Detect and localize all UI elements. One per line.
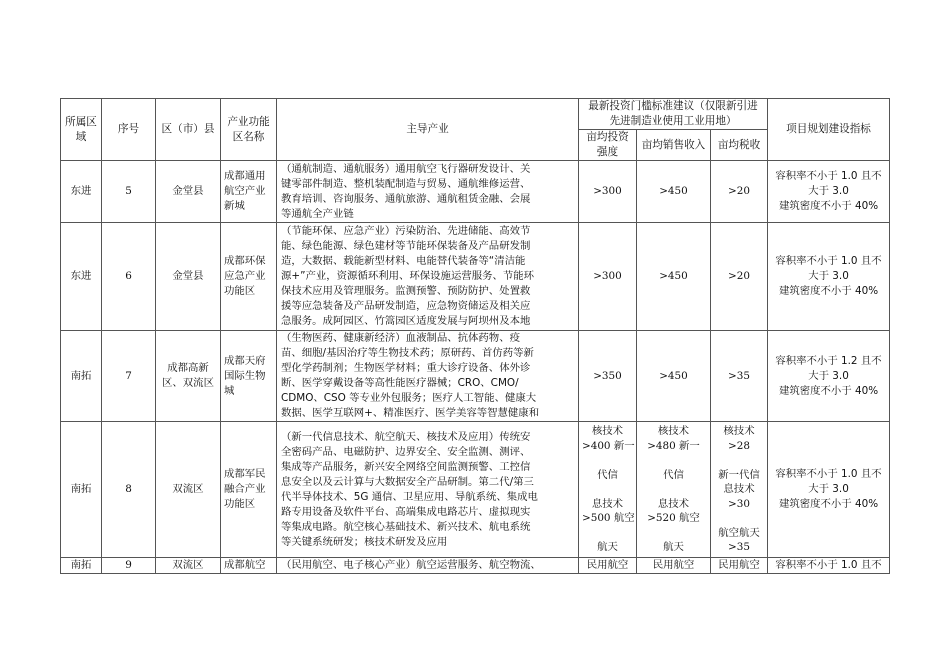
- investment-line: 航天: [597, 541, 618, 554]
- industry-line: 断、医学穿戴设备等高性能医疗器械；CRO、CMO/: [281, 377, 519, 389]
- investment-cell: >350: [579, 331, 637, 422]
- seq-cell: 8: [102, 422, 156, 558]
- tax-cell: [711, 422, 768, 558]
- header-tax-revenue: 亩均税收: [711, 130, 768, 161]
- district-cell: 双流区: [156, 422, 221, 558]
- investment-cell: [579, 422, 637, 558]
- indicator-line: 建筑密度不小于 40%: [778, 285, 879, 297]
- tax-cell: >20: [711, 161, 768, 223]
- district-cell: 金堂县: [156, 161, 221, 223]
- sales-cell: >450: [637, 161, 711, 223]
- table-row: [61, 422, 890, 558]
- seq-cell: 7: [102, 331, 156, 422]
- zone-cell: 成都天府国际生物城: [221, 331, 277, 422]
- indicator-line: 容积率不小于 1.2 且不: [775, 354, 882, 367]
- region-cell: 南拓: [61, 331, 102, 422]
- sales-line: 代信: [663, 468, 684, 481]
- zone-cell: 成都航空: [221, 558, 277, 574]
- seq-cell: 5: [102, 161, 156, 223]
- industry-line: 教育培训、咨询服务、通航旅游、通航租赁金融、会展: [281, 192, 531, 205]
- district-cell: 双流区: [156, 558, 221, 574]
- sales-line: >520 航空: [647, 512, 700, 525]
- indicator-line: 建筑密度不小于 40%: [778, 200, 879, 212]
- industry-line: （通航制造、通航服务）通用航空飞行器研发设计、关: [281, 162, 531, 175]
- industry-line: CDMO、CSO 等专业外包服务；医疗人工智能、健康大: [281, 392, 537, 404]
- zone-cell: 成都军民融合产业功能区: [221, 422, 277, 558]
- investment-line: [582, 482, 633, 497]
- header-standard-line: 最新投资门槛标准建议（仅限新引进: [588, 100, 758, 112]
- tax-line: [714, 511, 764, 526]
- indicator-cell: [768, 331, 890, 422]
- industry-line: 苗、细胞/基因治疗等生物技术药；原研药、首仿药等新: [281, 347, 534, 359]
- industry-line: 能、绿色能源、绿色建材等节能环保装备及产品研发制: [281, 240, 531, 252]
- header-standard-group: [579, 99, 768, 130]
- industry-line: 造，大数据、载能新型材料、电能替代装备等“清洁能: [281, 255, 526, 267]
- sales-line: [640, 482, 707, 497]
- district-cell: 金堂县: [156, 223, 221, 331]
- industry-line: 型化学药制剂；生物医学材料；重大诊疗设备、体外诊: [281, 362, 531, 374]
- header-standard-line: 先进制造业使用工业用地）: [609, 115, 737, 127]
- investment-line: >400 新一: [582, 439, 635, 452]
- zone-cell: 成都环保应急产业功能区: [221, 223, 277, 331]
- zone-cell: 成都通用航空产业新城: [221, 161, 277, 223]
- header-planning-indicator: 项目规划建设指标: [768, 99, 890, 161]
- sales-line: [640, 526, 707, 541]
- investment-line: [582, 526, 633, 541]
- investment-line: 息技术: [591, 497, 624, 510]
- indicator-cell: [768, 161, 890, 223]
- indicator-line: 大于 3.0: [808, 483, 849, 495]
- investment-line: >500 航空: [582, 512, 635, 525]
- industry-line: 援等应急装备及产品研发制造，应急物资储运及相关应: [281, 300, 531, 312]
- industry-line: 等通航全产业链: [281, 207, 354, 220]
- tax-line: 核技术: [723, 425, 755, 438]
- table-row: [61, 161, 890, 223]
- region-cell: 南拓: [61, 558, 102, 574]
- header-sales-revenue: 亩均销售收入: [637, 130, 711, 161]
- tax-line: >35: [728, 541, 750, 554]
- tax-cell: >20: [711, 223, 768, 331]
- region-cell: 东进: [61, 161, 102, 223]
- industry-line: 数据、医学互联网+、精准医疗、医学美容等智慧健康和: [281, 407, 540, 419]
- industry-line: 急服务。成阿园区、竹篙园区适度发展与阿坝州及本地: [281, 315, 531, 327]
- industry-line: 等关键系统研发；核技术研发及应用: [281, 535, 448, 548]
- district-cell: 成都高新区、双流区: [156, 331, 221, 422]
- industry-line: 全密码产品、电磁防护、边界安全、安全监测、测评、: [281, 445, 531, 458]
- indicator-line: 建筑密度不小于 40%: [778, 498, 879, 510]
- tax-line: 航空航天: [718, 526, 760, 539]
- table-row: [61, 558, 890, 574]
- indicator-cell: [768, 422, 890, 558]
- indicator-line: 大于 3.0: [808, 270, 849, 282]
- indicator-line: 大于 3.0: [808, 369, 849, 382]
- industry-line: 集成等产品服务，新兴安全网络空间监测预警、工控信: [281, 460, 531, 473]
- region-cell: 东进: [61, 223, 102, 331]
- tax-line: >30: [728, 497, 750, 510]
- investment-line: 代信: [597, 468, 618, 481]
- investment-cell: >300: [579, 223, 637, 331]
- header-row: [61, 99, 890, 130]
- industry-line: 路专用设备及软件平台、高端集成电路芯片、虚拟现实: [281, 505, 531, 518]
- industry-line: 息安全以及云计算与大数据安全产品研制。第二代/第三: [281, 475, 534, 488]
- header-leading-industry: 主导产业: [277, 99, 579, 161]
- indicator-line: 容积率不小于 1.0 且不: [775, 255, 882, 267]
- indicator-cell: [768, 558, 890, 574]
- industry-line: 保技术应用及管理服务。监测预警、预防防护、处置救: [281, 285, 531, 297]
- industry-line: （节能环保、应急产业）污染防治、先进储能、高效节: [281, 225, 531, 237]
- seq-cell: 6: [102, 223, 156, 331]
- tax-cell: 民用航空: [711, 558, 768, 574]
- header-zone-name: 产业功能区名称: [221, 99, 277, 161]
- investment-cell: 民用航空: [579, 558, 637, 574]
- investment-standard-table: [60, 98, 890, 574]
- sales-line: 息技术: [657, 497, 690, 510]
- industry-cell: [277, 161, 579, 223]
- industry-cell: [277, 223, 579, 331]
- header-district: 区（市）县: [156, 99, 221, 161]
- indicator-line: 容积率不小于 1.0 且不: [775, 170, 882, 182]
- region-cell: 南拓: [61, 422, 102, 558]
- industry-line: 键零部件制造、整机装配制造与贸易、通航维修运营、: [281, 177, 531, 190]
- table-row: [61, 331, 890, 422]
- investment-line: 核技术: [591, 425, 624, 438]
- indicator-line: 大于 3.0: [808, 185, 849, 197]
- industry-cell: [277, 331, 579, 422]
- sales-cell: >450: [637, 331, 711, 422]
- indicator-line: 建筑密度不小于 40%: [778, 384, 879, 397]
- indicator-line: 容积率不小于 1.0 且不: [775, 559, 882, 571]
- sales-cell: >450: [637, 223, 711, 331]
- sales-line: 核技术: [657, 425, 690, 438]
- industry-cell: [277, 422, 579, 558]
- industry-line: 等集成电路。航空核心基础技术、新兴技术、航电系统: [281, 520, 531, 533]
- tax-line: [714, 453, 764, 468]
- sales-cell: 民用航空: [637, 558, 711, 574]
- tax-line: 新一代信: [718, 468, 760, 481]
- investment-line: [582, 453, 633, 468]
- header-region: 所属区域: [61, 99, 102, 161]
- sales-line: [640, 453, 707, 468]
- industry-cell: [277, 558, 579, 574]
- sales-cell: [637, 422, 711, 558]
- industry-line: （民用航空、电子核心产业）航空运营服务、航空物流、: [281, 559, 541, 571]
- tax-line: 息技术: [723, 483, 755, 496]
- indicator-line: 容积率不小于 1.0 且不: [775, 468, 882, 480]
- header-investment-intensity: 亩均投资强度: [579, 130, 637, 161]
- industry-line: 源+”产业，资源循环利用、环保设施运营服务、节能环: [281, 270, 535, 282]
- indicator-cell: [768, 223, 890, 331]
- seq-cell: 9: [102, 558, 156, 574]
- table-row: [61, 223, 890, 331]
- sales-line: 航天: [663, 541, 684, 554]
- industry-line: 代半导体技术、5G 通信、卫星应用、导航系统、集成电: [281, 490, 538, 503]
- tax-line: >28: [728, 439, 750, 452]
- sales-line: >480 新一: [647, 439, 700, 452]
- header-seq: 序号: [102, 99, 156, 161]
- investment-cell: >300: [579, 161, 637, 223]
- industry-line: （生物医药、健康新经济）血液制品、抗体药物、疫: [281, 332, 520, 344]
- industry-line: （新一代信息技术、航空航天、核技术及应用）传统安: [281, 430, 531, 443]
- tax-cell: >35: [711, 331, 768, 422]
